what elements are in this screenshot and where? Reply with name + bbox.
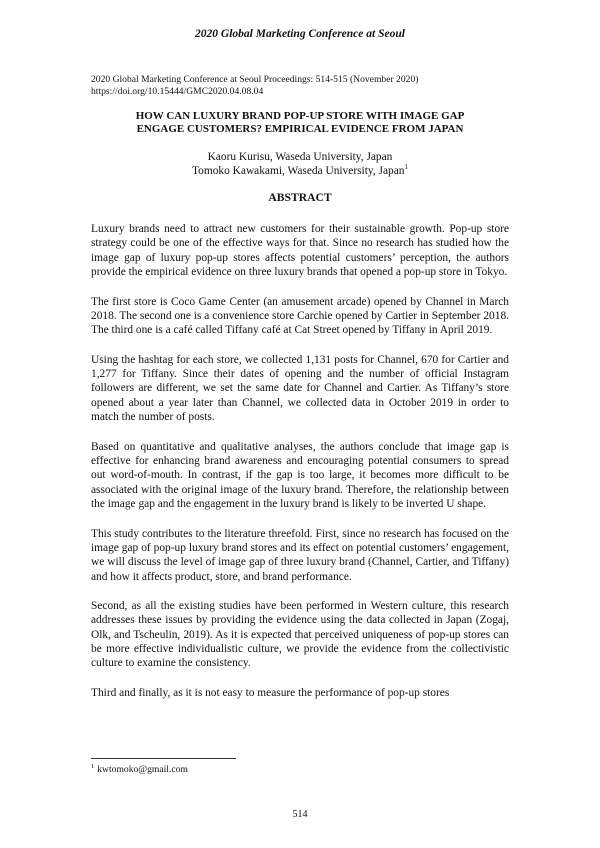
author-list <box>91 150 509 178</box>
proceedings-line: 2020 Global Marketing Conference at Seoul Proceedings: 514-515 (November 2020) <box>91 74 419 85</box>
footnote-divider <box>91 758 236 759</box>
publication-info <box>91 74 418 97</box>
abstract-paragraph: The first store is Coco Game Center (an amusement arcade) opened by Channel in March 2018. The second one is a convenience store Carchie opened by Cartier in September 2018. The third one is a café called Tiffany café at Cat Street opened by Tiffany in April 2019. <box>91 295 509 337</box>
abstract-body <box>91 222 509 716</box>
author-1-text: Kaoru Kurisu, Waseda University, Japan <box>207 151 393 163</box>
author-footnote-marker: 1 <box>404 163 408 172</box>
author-1 <box>91 150 509 164</box>
abstract-heading: ABSTRACT <box>268 191 332 204</box>
abstract-paragraph: Second, as all the existing studies have been performed in Western culture, this research addresses these issues by providing the evidence using the data collected in Japan (Zogaj, Olk, and Tscheulin, 2019). As it is expected that perceived uniqueness of pop-up stores can be more effective individualistic culture, we provide the evidence from the collectivistic culture to examine the consistency. <box>91 600 509 670</box>
page-number: 514 <box>292 809 308 820</box>
doi-link[interactable]: https://doi.org/10.15444/GMC2020.04.08.04 <box>91 85 264 97</box>
footnote-marker: 1 <box>91 763 95 770</box>
footnote-email[interactable]: kwtomoko@gmail.com <box>97 764 188 775</box>
abstract-paragraph: Using the hashtag for each store, we collected 1,131 posts for Channel, 670 for Cartier and 1,277 for Tiffany. Since their dates of opening and the number of official Instagram followers are different, we set the same date for Channel and Cartier. As Tiffany’s store opened about a year later than Channel, we collected data in October 2019 in order to match the number of posts. <box>91 353 509 424</box>
abstract-paragraph: Luxury brands need to attract new customers for their sustainable growth. Pop-up store strategy could be one of the effective ways for that. Since no research has studied how the image gap of luxury pop-up stores affects potential customers’ perception, the authors provide the empirical evidence on three luxury brands that opened a pop-up store in Tokyo. <box>91 223 509 278</box>
abstract-paragraph: Based on quantitative and qualitative analyses, the authors conclude that image gap is effective for enhancing brand awareness and encouraging potential consumers to spread out word-of-mouth. In contrast, if the gap is too large, it becomes more difficult to be associated with the original image of the luxury brand. Therefore, the relationship between the image gap and the engagement in the luxury brand is likely to be inverted U shape. <box>91 440 509 510</box>
paper-title <box>91 110 509 137</box>
footnote <box>91 764 188 775</box>
author-2 <box>91 164 509 178</box>
title-line-2: ENGAGE CUSTOMERS? EMPIRICAL EVIDENCE FROM JAPAN <box>136 123 464 136</box>
title-line-1: HOW CAN LUXURY BRAND POP-UP STORE WITH IMAGE GAP <box>135 110 465 122</box>
running-header: 2020 Global Marketing Conference at Seoul <box>195 28 405 40</box>
abstract-paragraph: Third and finally, as it is not easy to measure the performance of pop-up stores <box>91 687 450 700</box>
abstract-paragraph: This study contributes to the literature threefold. First, since no research has focused on the image gap of pop-up luxury brand stores and its effect on potential customers’ engagement, we will discuss the level of image gap of three luxury brand (Channel, Cartier, and Tiffany) and how it affects product, store, and brand performance. <box>91 527 509 583</box>
author-2-text: Tomoko Kawakami, Waseda University, Japan <box>192 165 405 178</box>
